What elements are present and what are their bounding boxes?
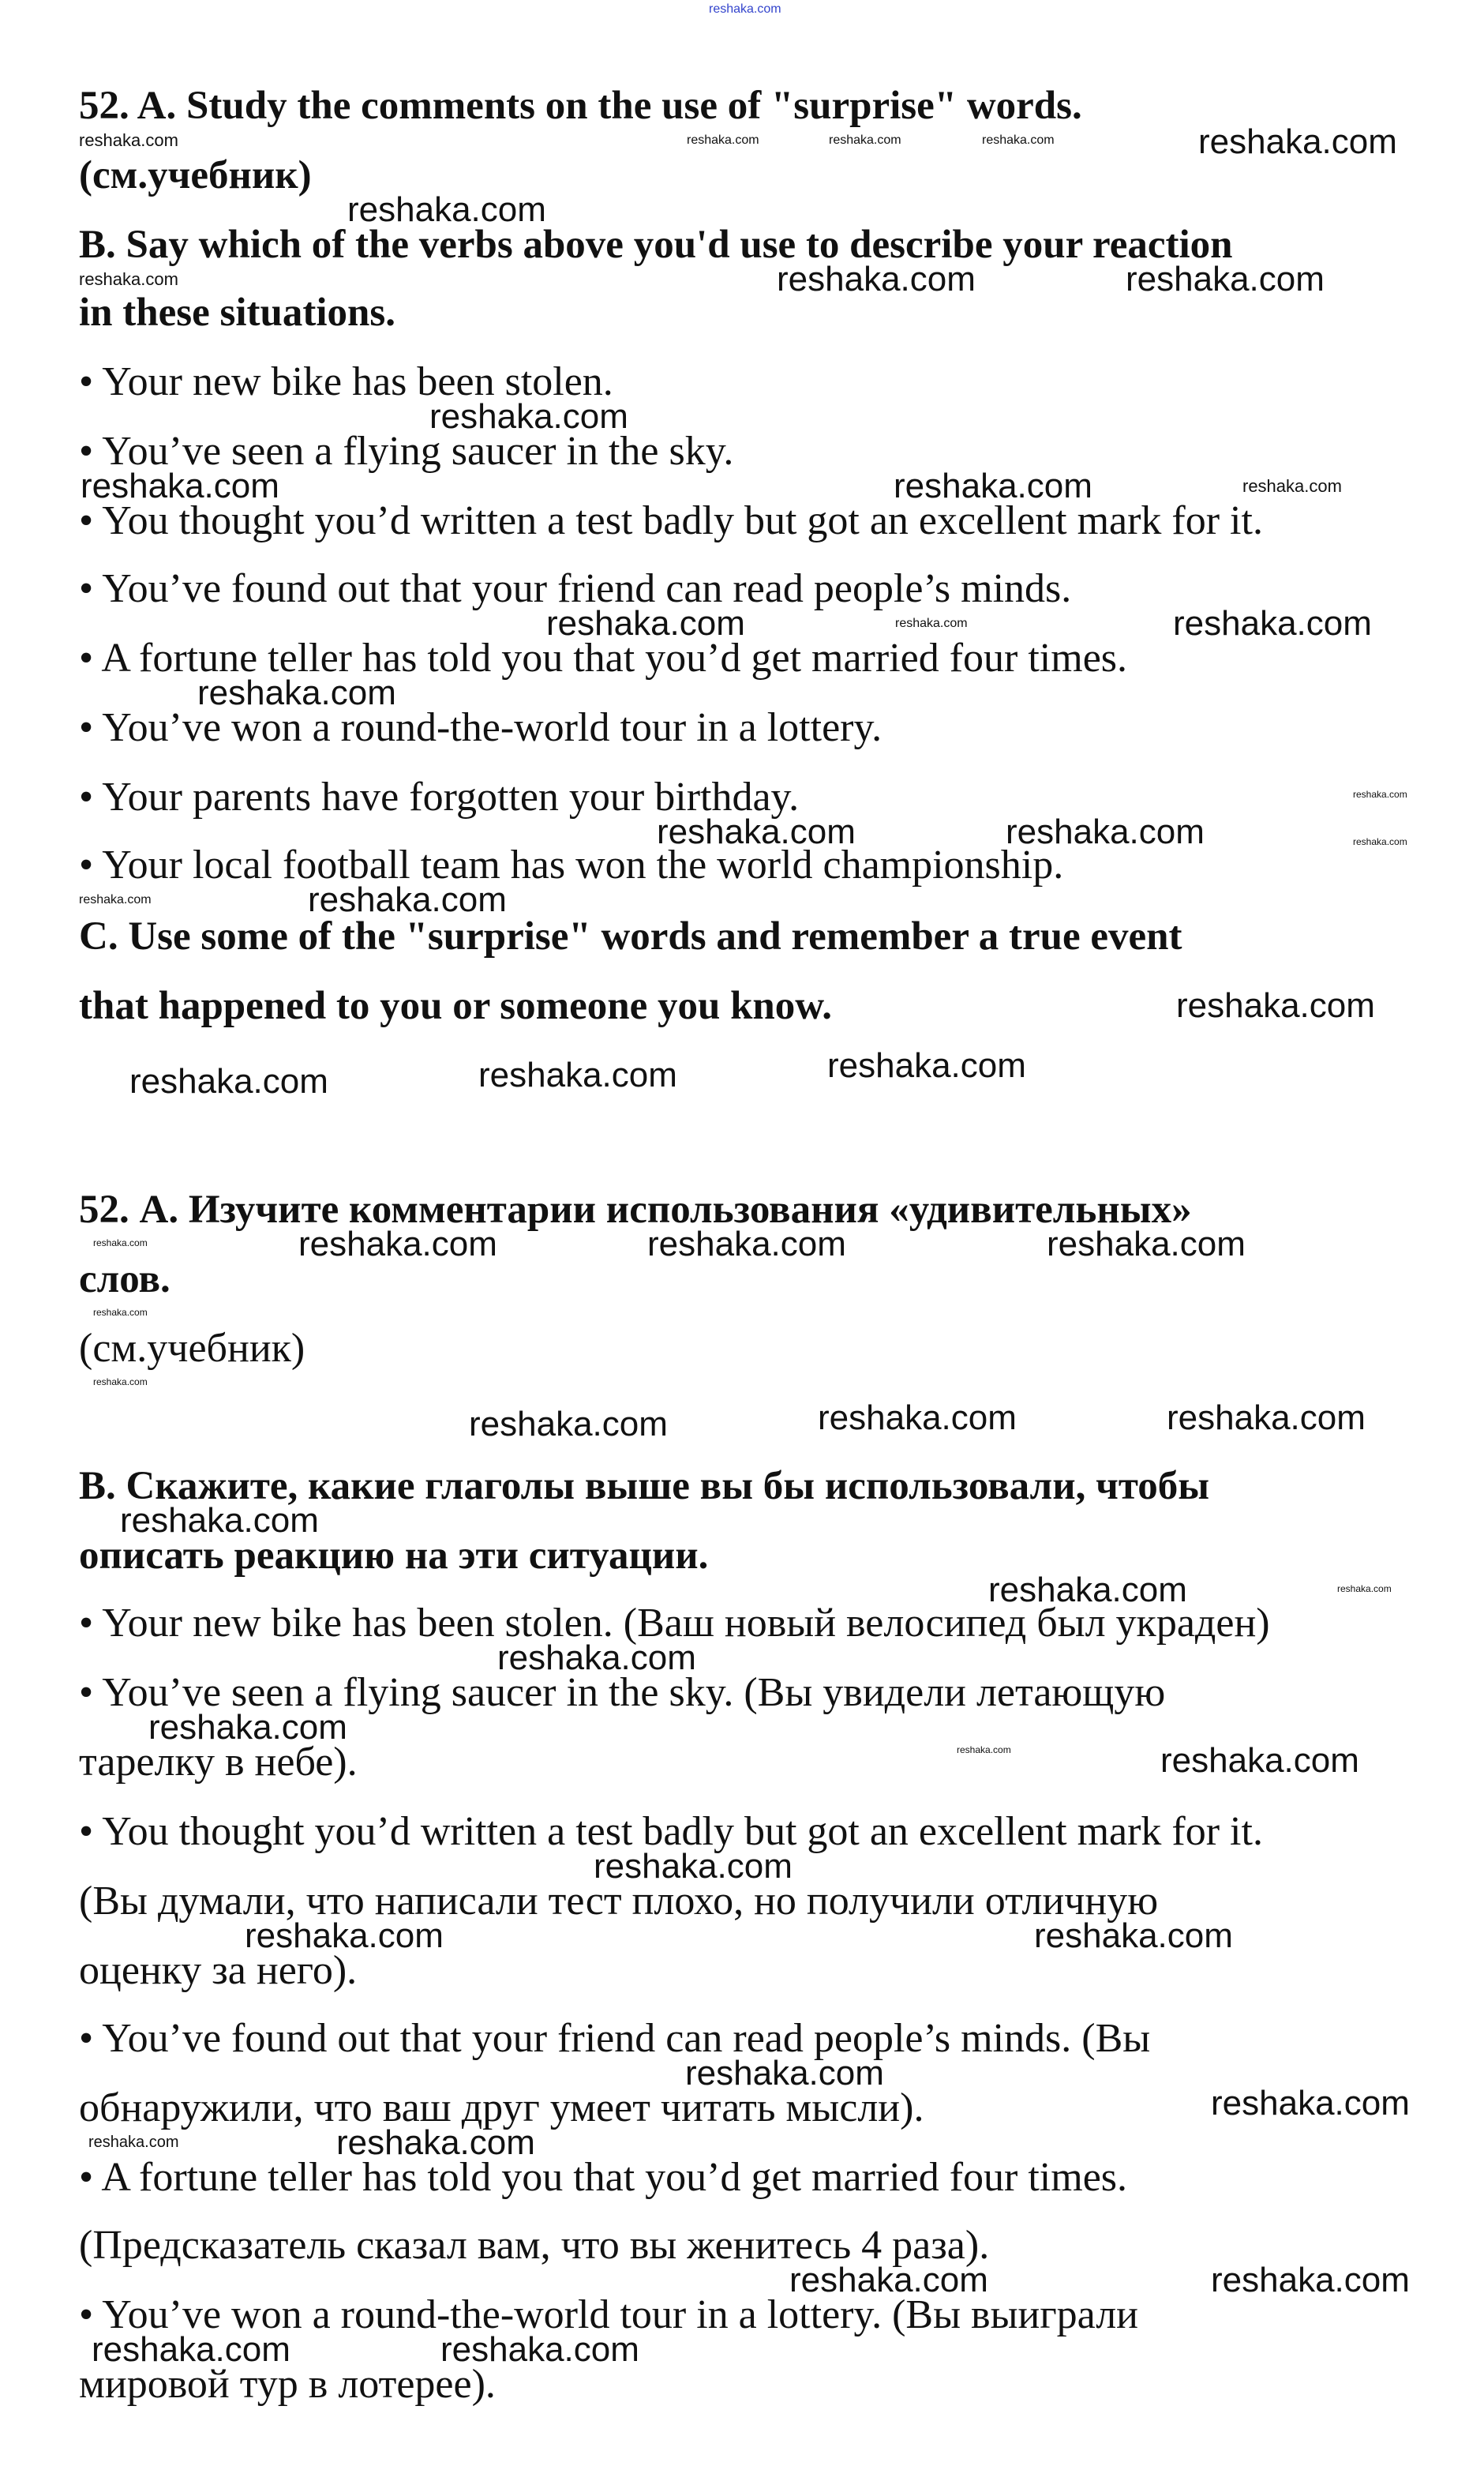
ru-line: • A fortune teller has told you that you’d get married four times. bbox=[79, 2155, 1128, 2200]
list-item: • You’ve won a round-the-world tour in a lottery. bbox=[79, 705, 883, 750]
list-item: • A fortune teller has told you that you’d get married four times. bbox=[79, 636, 1128, 681]
heading-c-line2: that happened to you or someone you know. bbox=[79, 984, 833, 1028]
watermark: reshaka.com bbox=[148, 1708, 347, 1747]
ru-see-textbook: (см.учебник) bbox=[79, 1326, 305, 1371]
watermark: reshaka.com bbox=[129, 1062, 328, 1101]
watermark: reshaka.com bbox=[92, 2330, 290, 2369]
watermark: reshaka.com bbox=[895, 617, 968, 630]
watermark: reshaka.com bbox=[1160, 1741, 1359, 1780]
watermark: reshaka.com bbox=[93, 1376, 148, 1387]
watermark: reshaka.com bbox=[1126, 260, 1325, 298]
watermark: reshaka.com bbox=[657, 813, 856, 851]
watermark: reshaka.com bbox=[1047, 1225, 1246, 1263]
watermark: reshaka.com bbox=[81, 467, 279, 505]
watermark: reshaka.com bbox=[347, 190, 546, 229]
watermark: reshaka.com bbox=[298, 1225, 497, 1263]
watermark: reshaka.com bbox=[709, 2, 781, 16]
watermark: reshaka.com bbox=[647, 1225, 846, 1263]
ru-line: (Предсказатель сказал вам, что вы женитесь 4 раза). bbox=[79, 2223, 990, 2268]
watermark: reshaka.com bbox=[1173, 604, 1372, 643]
watermark: reshaka.com bbox=[1167, 1398, 1366, 1437]
ru-line: • You thought you’d written a test badly but got an excellent mark for it. bbox=[79, 1809, 1263, 1854]
list-item: • Your parents have forgotten your birthday. bbox=[79, 775, 800, 820]
watermark: reshaka.com bbox=[120, 1501, 319, 1540]
ru-line: тарелку в небе). bbox=[79, 1740, 358, 1785]
watermark: reshaka.com bbox=[1006, 813, 1205, 851]
watermark: reshaka.com bbox=[245, 1916, 444, 1955]
watermark: reshaka.com bbox=[79, 893, 152, 906]
watermark: reshaka.com bbox=[478, 1056, 677, 1094]
watermark: reshaka.com bbox=[777, 260, 976, 298]
watermark: reshaka.com bbox=[1176, 986, 1375, 1025]
watermark: reshaka.com bbox=[1198, 122, 1397, 161]
watermark: reshaka.com bbox=[88, 2134, 179, 2151]
watermark: reshaka.com bbox=[93, 1237, 148, 1248]
watermark: reshaka.com bbox=[1337, 1583, 1392, 1594]
watermark: reshaka.com bbox=[1034, 1916, 1233, 1955]
list-item: • Your new bike has been stolen. bbox=[79, 359, 613, 404]
watermark: reshaka.com bbox=[894, 467, 1092, 505]
watermark: reshaka.com bbox=[687, 133, 759, 147]
list-item: • Your local football team has won the world championship. bbox=[79, 843, 1064, 888]
ru-heading-b-line1: В. Скажите, какие глаголы выше вы бы использовали, чтобы bbox=[79, 1464, 1210, 1508]
ru-heading-a-line2: слов. bbox=[79, 1257, 171, 1301]
watermark: reshaka.com bbox=[1211, 2261, 1410, 2299]
watermark: reshaka.com bbox=[93, 1307, 148, 1318]
watermark: reshaka.com bbox=[685, 2054, 884, 2093]
watermark: reshaka.com bbox=[79, 269, 178, 289]
watermark: reshaka.com bbox=[594, 1847, 793, 1886]
watermark: reshaka.com bbox=[197, 674, 396, 712]
heading-b-line2: in these situations. bbox=[79, 291, 395, 335]
watermark: reshaka.com bbox=[982, 133, 1055, 147]
list-item: • You’ve seen a flying saucer in the sky. bbox=[79, 429, 734, 474]
heading-b-line1: B. Say which of the verbs above you'd use to describe your reaction bbox=[79, 223, 1233, 267]
watermark: reshaka.com bbox=[829, 133, 901, 147]
ru-heading-a-line1: 52. А. Изучите комментарии использования «удивительных» bbox=[79, 1188, 1192, 1232]
ru-line: обнаружили, что ваш друг умеет читать мысли). bbox=[79, 2085, 924, 2130]
watermark: reshaka.com bbox=[1353, 836, 1407, 847]
ru-line: • You’ve won a round-the-world tour in a lottery. (Вы выиграли bbox=[79, 2292, 1138, 2337]
watermark: reshaka.com bbox=[818, 1398, 1017, 1437]
watermark: reshaka.com bbox=[1242, 476, 1342, 496]
watermark: reshaka.com bbox=[497, 1638, 696, 1677]
watermark: reshaka.com bbox=[1211, 2084, 1410, 2123]
ru-line: • You’ve seen a flying saucer in the sky. (Вы увидели летающую bbox=[79, 1670, 1166, 1715]
watermark: reshaka.com bbox=[469, 1405, 668, 1443]
ru-line: мировой тур в лотерее). bbox=[79, 2362, 496, 2407]
ru-line: • Your new bike has been stolen. (Ваш новый велосипед был украден) bbox=[79, 1601, 1270, 1646]
ru-heading-b-line2: описать реакцию на эти ситуации. bbox=[79, 1533, 709, 1578]
watermark: reshaka.com bbox=[1353, 789, 1407, 800]
watermark: reshaka.com bbox=[308, 880, 507, 919]
heading-c-line1: C. Use some of the "surprise" words and remember a true event bbox=[79, 914, 1182, 959]
heading-a: 52. A. Study the comments on the use of "surprise" words. bbox=[79, 84, 1082, 128]
ru-line: оценку за него). bbox=[79, 1948, 358, 1993]
watermark: reshaka.com bbox=[546, 604, 745, 643]
watermark: reshaka.com bbox=[827, 1046, 1026, 1085]
watermark: reshaka.com bbox=[789, 2261, 988, 2299]
watermark: reshaka.com bbox=[440, 2330, 639, 2369]
list-item: • You’ve found out that your friend can read people’s minds. bbox=[79, 566, 1072, 611]
watermark: reshaka.com bbox=[988, 1571, 1187, 1609]
watermark: reshaka.com bbox=[429, 397, 628, 436]
watermark: reshaka.com bbox=[957, 1744, 1011, 1755]
see-textbook: (см.учебник) bbox=[79, 153, 312, 197]
watermark: reshaka.com bbox=[336, 2123, 535, 2162]
ru-line: (Вы думали, что написали тест плохо, но получили отличную bbox=[79, 1879, 1159, 1924]
ru-line: • You’ve found out that your friend can read people’s minds. (Вы bbox=[79, 2016, 1151, 2061]
watermark: reshaka.com bbox=[79, 130, 178, 150]
list-item: • You thought you’d written a test badly but got an excellent mark for it. bbox=[79, 498, 1263, 543]
